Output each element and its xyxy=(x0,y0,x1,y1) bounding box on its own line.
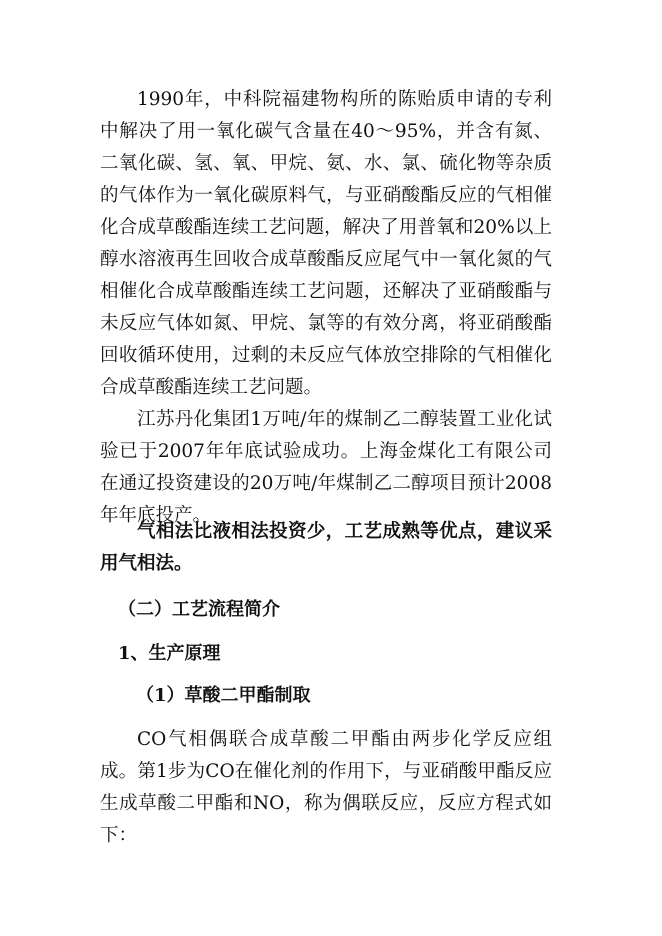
paragraph-industrial-trials: 江苏丹化集团1万吨/年的煤制乙二醇装置工业化试验已于2007年年底试验成功。上海金煤化工有限公司在通辽投资建设的20万吨/年煤制乙二醇项目预计2008年年底投产。 xyxy=(100,409,552,526)
subsubsection-heading-dmo-preparation: （1）草酸二甲酯制取 xyxy=(136,685,311,706)
paragraph-patent-history: 1990年，中科院福建物构所的陈贻质申请的专利中解决了用一氧化碳气含量在40～95%，并含有氮、二氧化碳、氢、氧、甲烷、氨、水、氯、硫化物等杂质的气体作为一氧化碳原料气，与亚硝酸酯反应的气相催化合成草酸酯连续工艺问题，解决了用普氧和20%以上醇水溶液再生回收合成草酸酯反应尾气中一氧化氮的气相催化合成草酸酯连续工艺问题，还解决了亚硝酸酯与未反应气体如氮、甲烷、氯等的有效分离，将亚硝酸酯回收循环使用，过剩的未反应气体放空排除的气相催化合成草酸酯连续工艺问题。 xyxy=(100,89,552,398)
paragraph-recommendation: 气相法比液相法投资少，工艺成熟等优点，建议采用气相法。 xyxy=(100,521,552,574)
paragraph-coupling-reaction: CO气相偶联合成草酸二甲酯由两步化学反应组成。第1步为CO在催化剂的作用下，与亚硝酸甲酯反应生成草酸二甲酯和NO，称为偶联反应，反应方程式如下： xyxy=(100,729,552,846)
subsection-heading-production-principle: 1、生产原理 xyxy=(118,643,221,664)
section-heading-process-overview: （二）工艺流程简介 xyxy=(118,599,280,620)
